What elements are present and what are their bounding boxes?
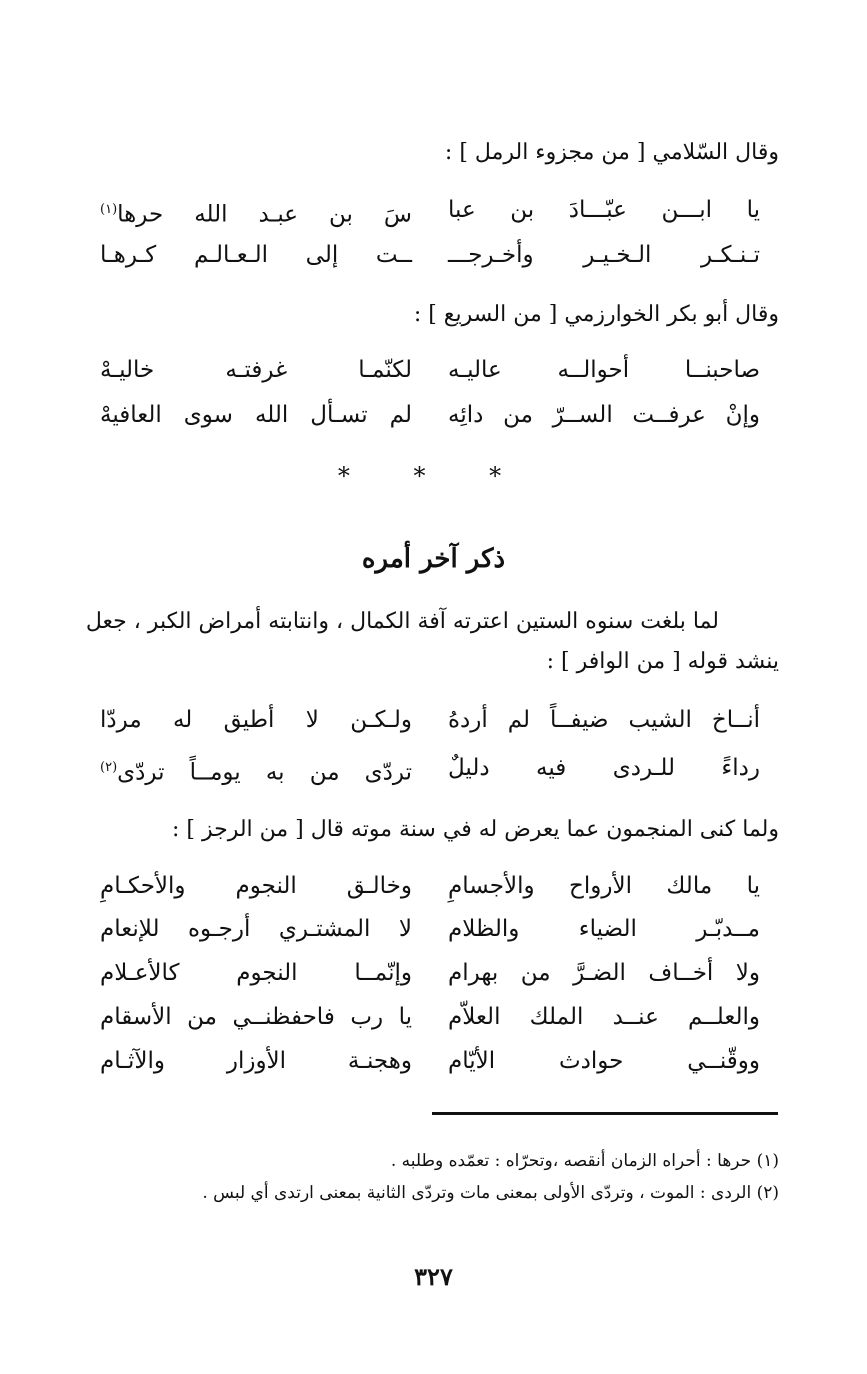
page-number: ٣٢٧ xyxy=(414,1262,453,1291)
hemistich-second xyxy=(100,192,430,228)
poem4-verse-5 xyxy=(100,1043,760,1079)
hemistich-text: تردّى من به يومــاً تردّى xyxy=(117,759,412,786)
poem4-verse-1 xyxy=(100,868,760,904)
footnote-2: (٢) الردى : الموت ، وتردّى الأولى بمعنى مات وتردّى الثانية بمعنى ارتدى أي لبس . xyxy=(202,1183,779,1203)
footnote-1: (١) حرها : أحراه الزمان أنقصه ،وتحرّاه : تعمّده وطلبه . xyxy=(390,1151,779,1171)
hemistich-first: رداءً للـردى فيه دليلٌ xyxy=(448,755,760,781)
paragraph-line-1: لما بلغت سنوه الستين اعترته آفة الكمال ، وانتابته أمراض الكبر ، جعل xyxy=(85,609,719,634)
hemistich-first: وإنْ عرفــت الســرّ من دائِه xyxy=(448,402,760,428)
footnote-marker: (٢) xyxy=(100,760,118,775)
poem1-verse-1 xyxy=(100,192,760,228)
hemistich-second: وخالـق النجوم والأحكـامِ xyxy=(100,873,412,899)
intro-astrologers: ولما كنى المنجمون عما يعرض له في سنة موته قال [ من الرجز ] : xyxy=(171,817,779,842)
poem2-verse-2 xyxy=(100,397,760,433)
poem4-verse-4 xyxy=(100,999,760,1035)
hemistich-first: صاحبنــا أحوالــه عاليـه xyxy=(448,357,760,383)
poem3-verse-1 xyxy=(100,702,760,738)
hemistich-text: سَ بن عبـد الله حرها xyxy=(117,201,412,228)
section-separator: * * * xyxy=(337,462,530,490)
section-heading: ذكر آخر أمره xyxy=(361,544,506,574)
hemistich-second: وهجنـة الأوزار والآثـام xyxy=(100,1048,412,1074)
hemistich-first: مــدبّـر الضياء والظلام xyxy=(448,916,760,942)
intro-salami: وقال السّلامي [ من مجزوء الرمل ] : xyxy=(444,140,779,165)
hemistich-second: لم تسـأل الله سوى العافيهْ xyxy=(100,402,412,428)
footnote-marker: (١) xyxy=(100,202,118,217)
hemistich-first: تـنـكـر الـخـيـر وأخـرجـــ xyxy=(448,242,760,268)
hemistich-second xyxy=(100,750,430,786)
poem3-verse-2 xyxy=(100,750,760,786)
hemistich-second: وإنّمــا النجوم كالأعـلام xyxy=(100,960,412,986)
hemistich-second: لا المشتـري أرجـوه للإنعام xyxy=(100,916,412,942)
hemistich-second: ــت إلى الـعـالـم كـرهـا xyxy=(100,242,412,268)
intro-khawarizmi: وقال أبو بكر الخوارزمي [ من السريع ] : xyxy=(413,302,779,327)
hemistich-first: والعلــم عنــد الملك العلاّم xyxy=(448,1004,760,1030)
poem1-verse-2 xyxy=(100,237,760,273)
poem2-verse-1 xyxy=(100,352,760,388)
hemistich-second: لكنّمـا غرفتـه خاليـهْ xyxy=(100,357,412,383)
hemistich-second: ولـكـن لا أطيق له مردّا xyxy=(100,707,412,733)
footnote-divider xyxy=(432,1112,778,1115)
hemistich-first: ووقّنــي حوادث الأيّام xyxy=(448,1048,760,1074)
hemistich-first: يا ابـــن عبّـــادَ بن عبا xyxy=(448,197,760,223)
poem4-verse-3 xyxy=(100,955,760,991)
hemistich-first: أنــاخ الشيب ضيفــاً لم أردهُ xyxy=(448,707,760,733)
hemistich-second: يا رب فاحفظنــي من الأسقام xyxy=(100,1004,412,1030)
hemistich-first: ولا أخــاف الضـرَّ من بهرام xyxy=(448,960,760,986)
hemistich-first: يا مالك الأرواح والأجسامِ xyxy=(448,873,760,899)
paragraph-line-2: ينشد قوله [ من الوافر ] : xyxy=(546,649,779,674)
poem4-verse-2 xyxy=(100,911,760,947)
